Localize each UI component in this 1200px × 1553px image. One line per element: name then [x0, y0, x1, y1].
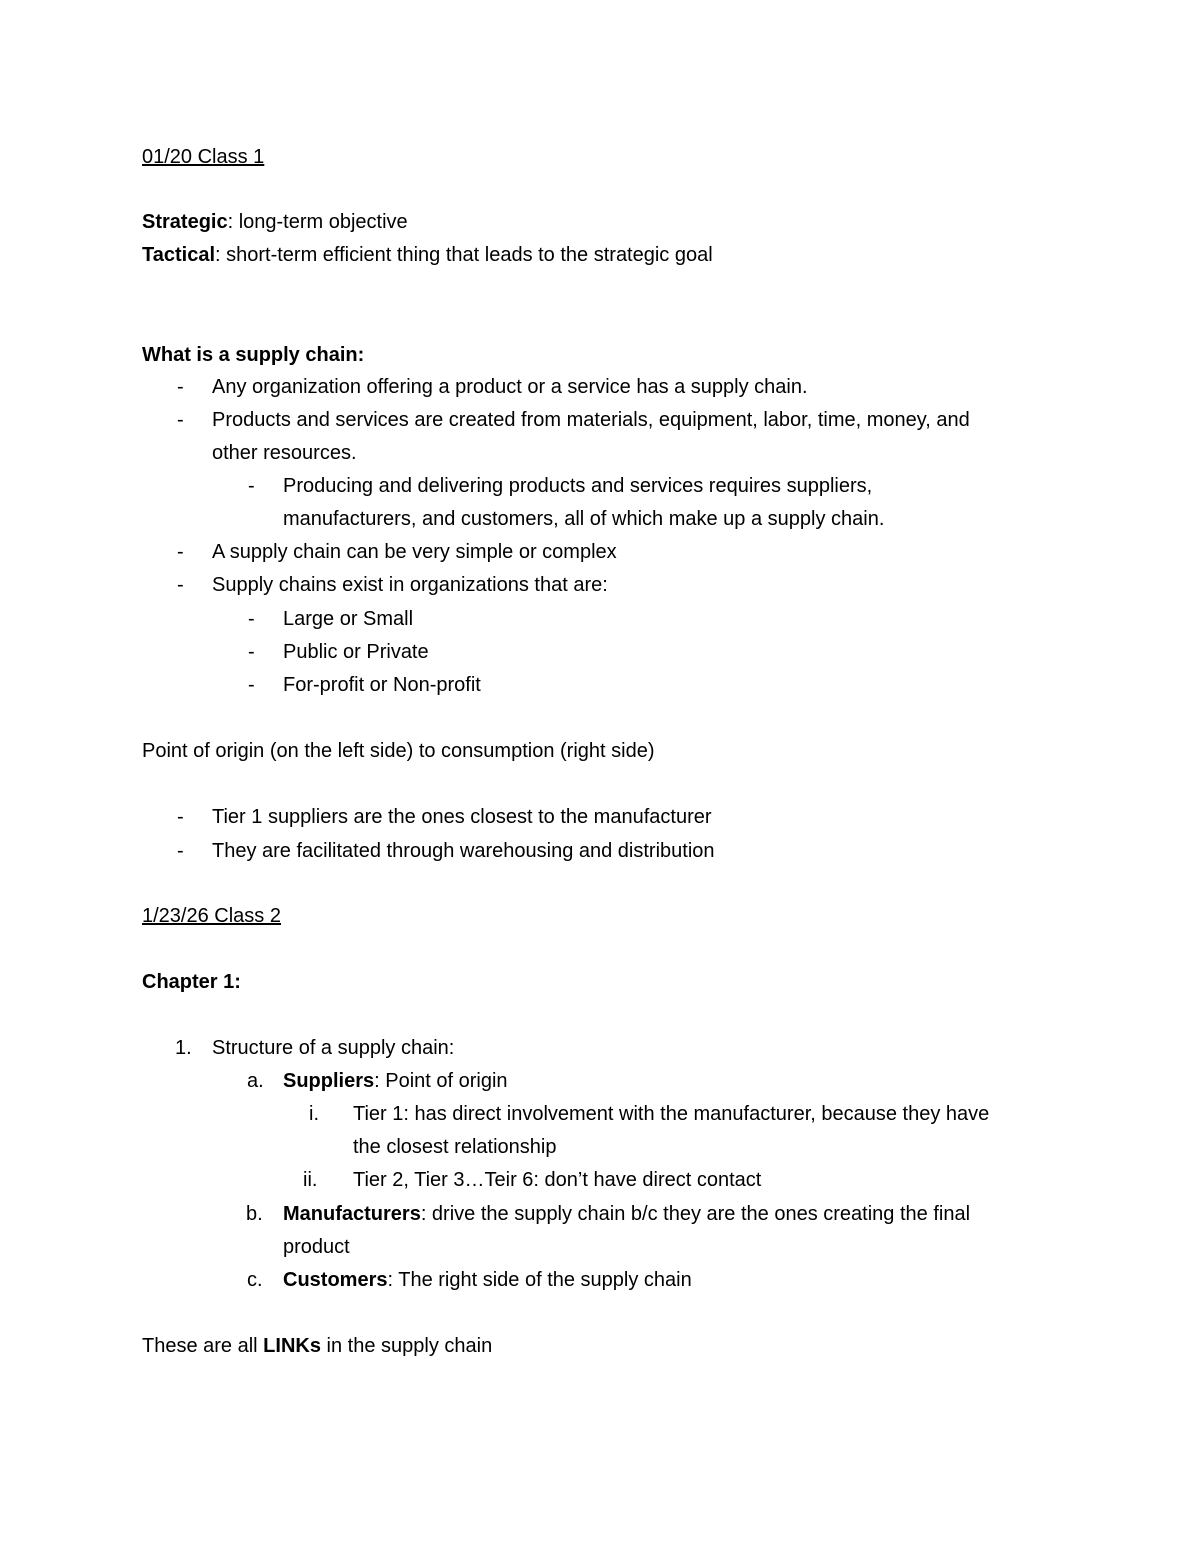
bullet-item: Supply chains exist in organizations that are:: [212, 574, 608, 596]
bullet-dash: -: [248, 608, 255, 630]
links-pre: These are all: [142, 1335, 264, 1357]
manufacturers-term: Manufacturers: [283, 1203, 421, 1225]
links-line: [142, 1330, 492, 1363]
list-marker: i.: [309, 1103, 319, 1125]
tactical-def: : short-term efficient thing that leads to the strategic goal: [215, 244, 713, 266]
strategic-definition: [142, 206, 408, 239]
strategic-term: Strategic: [142, 211, 228, 233]
lettered-item-continued: product: [283, 1236, 350, 1258]
sub-bullet-item: Public or Private: [283, 641, 429, 663]
sub-bullet-item-continued: manufacturers, and customers, all of which make up a supply chain.: [283, 508, 885, 530]
lettered-item-manufacturers: [283, 1198, 970, 1231]
lettered-item-customers: [283, 1264, 692, 1297]
bullet-dash: -: [177, 376, 184, 398]
lettered-item-suppliers: [283, 1065, 508, 1098]
tier-bullet-item: They are facilitated through warehousing and distribution: [212, 840, 715, 862]
list-marker: a.: [247, 1070, 264, 1092]
origin-line: Point of origin (on the left side) to consumption (right side): [142, 740, 655, 762]
sub-bullet-item: For-profit or Non-profit: [283, 674, 481, 696]
suppliers-def: : Point of origin: [374, 1070, 508, 1092]
manufacturers-def: : drive the supply chain b/c they are the ones creating the final: [420, 1203, 971, 1225]
list-marker: b.: [246, 1203, 263, 1225]
bullet-dash: -: [177, 574, 184, 596]
bullet-item-continued: other resources.: [212, 442, 357, 464]
links-post: in the supply chain: [320, 1335, 493, 1357]
bullet-dash: -: [177, 409, 184, 431]
customers-term: Customers: [283, 1269, 388, 1291]
roman-item-continued: the closest relationship: [353, 1136, 557, 1158]
bullet-item: A supply chain can be very simple or complex: [212, 541, 617, 563]
roman-item: Tier 2, Tier 3…Teir 6: don’t have direct contact: [353, 1169, 762, 1191]
class2-heading: 1/23/26 Class 2: [142, 905, 281, 927]
bullet-dash: -: [248, 674, 255, 696]
supply-chain-heading: What is a supply chain:: [142, 344, 365, 366]
tier-bullet-item: Tier 1 suppliers are the ones closest to the manufacturer: [212, 806, 712, 828]
bullet-dash: -: [177, 840, 184, 862]
bullet-item: Products and services are created from materials, equipment, labor, time, money, and: [212, 409, 970, 431]
links-bold: LINKs: [263, 1335, 321, 1357]
numbered-item: Structure of a supply chain:: [212, 1037, 455, 1059]
customers-def: : The right side of the supply chain: [387, 1269, 692, 1291]
bullet-item: Any organization offering a product or a service has a supply chain.: [212, 376, 808, 398]
bullet-dash: -: [248, 475, 255, 497]
bullet-dash: -: [177, 806, 184, 828]
bullet-dash: -: [177, 541, 184, 563]
strategic-def: : long-term objective: [227, 211, 408, 233]
chapter-heading: Chapter 1:: [142, 971, 241, 993]
suppliers-term: Suppliers: [283, 1070, 375, 1092]
bullet-dash: -: [248, 641, 255, 663]
class1-heading: 01/20 Class 1: [142, 146, 265, 168]
list-marker: ii.: [303, 1169, 318, 1191]
sub-bullet-item: Large or Small: [283, 608, 414, 630]
roman-item: Tier 1: has direct involvement with the manufacturer, because they have: [353, 1103, 990, 1125]
tactical-definition: [142, 239, 713, 272]
sub-bullet-item: Producing and delivering products and services requires suppliers,: [283, 475, 873, 497]
tactical-term: Tactical: [142, 244, 215, 266]
list-marker: 1.: [175, 1037, 192, 1059]
list-marker: c.: [247, 1269, 263, 1291]
